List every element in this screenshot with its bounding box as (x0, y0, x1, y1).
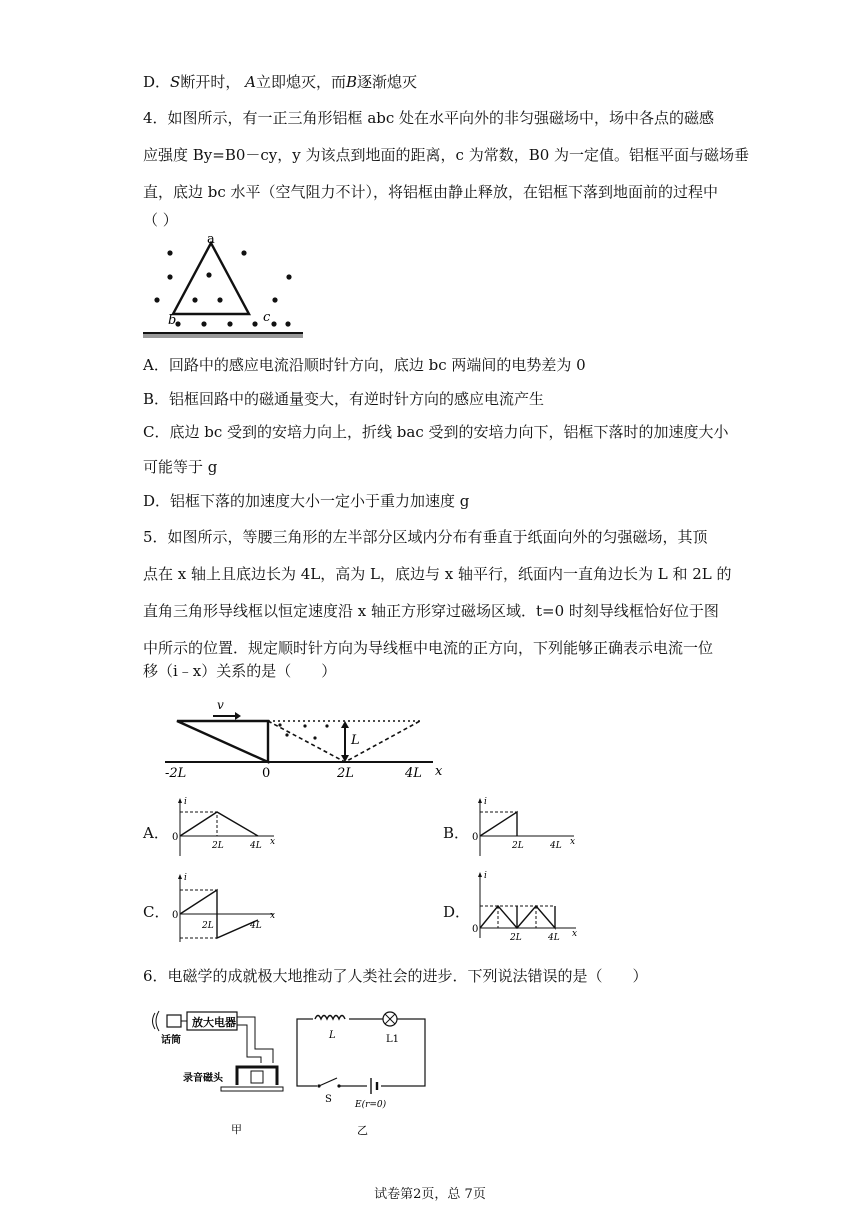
label-b: b (168, 313, 177, 328)
svg-text:L1: L1 (386, 1034, 400, 1045)
q6-stem-line1: 6．电磁学的成就极大地推动了人类社会的进步．下列说法错误的是（ ） (143, 967, 648, 985)
svg-text:4L: 4L (250, 921, 262, 931)
svg-text:x: x (270, 911, 276, 921)
svg-text:i: i (484, 797, 487, 807)
q5-option-d-label: D． (443, 903, 471, 921)
q4-stem-line4: （ ） (143, 211, 178, 229)
svg-text:话筒: 话筒 (161, 1035, 181, 1046)
svg-text:E(r=0): E(r=0) (355, 1100, 387, 1110)
label-a: a (207, 232, 215, 247)
aluminum-frame-abc (173, 243, 249, 314)
q4-stem-line3: 直，底边 bc 水平（空气阻力不计），将铝框由静止释放，在铝框下落到地面前的过程中 (143, 183, 719, 201)
svg-text:4L: 4L (250, 841, 262, 851)
q5-option-a-label: A． (143, 824, 169, 842)
svg-text:4L: 4L (405, 766, 422, 781)
q5-option-c-label: C． (143, 903, 170, 921)
q4-triangle-figure (143, 232, 303, 340)
q5-setup-figure (165, 695, 455, 780)
q4-stem-line2: 应强度 By=B0－cy，y 为该点到地面的距离，c 为常数，B0 为一定值。铝框平面与磁场垂 (143, 146, 750, 164)
svg-text:录音磁头: 录音磁头 (183, 1073, 223, 1084)
svg-text:乙: 乙 (357, 1124, 368, 1137)
svg-text:2L: 2L (510, 933, 522, 943)
q6-figure-jia (145, 1005, 295, 1140)
q5-stem-line2: 点在 x 轴上且底边长为 4L，高为 L，底边与 x 轴平行，纸面内一直角边长为 L 和 2L 的 (143, 565, 732, 583)
svg-text:2L: 2L (212, 841, 224, 851)
svg-text:2L: 2L (202, 921, 214, 931)
q4-option-c-line1: C．底边 bc 受到的安培力向上，折线 bac 受到的安培力向下，铝框下落时的加速度大小 (143, 423, 729, 441)
svg-text:v: v (217, 698, 224, 712)
wire-frame (177, 721, 268, 762)
q4-option-c-line2: 可能等于 g (143, 458, 218, 476)
svg-text:2L: 2L (337, 766, 354, 781)
svg-text:x: x (435, 764, 443, 779)
q5-stem-line4: 中所示的位置．规定顺时针方向为导线框中电流的正方向，下列能够正确表示电流一位 (143, 639, 714, 657)
label-c: c (263, 310, 271, 325)
q4-option-d: D．铝框下落的加速度大小一定小于重力加速度 g (143, 492, 470, 510)
q4-option-b: B．铝框回路中的磁通量变大，有逆时针方向的感应电流产生 (143, 390, 545, 408)
svg-text:i: i (184, 797, 187, 807)
q4-option-a: A．回路中的感应电流沿顺时针方向，底边 bc 两端间的电势差为 0 (143, 356, 586, 374)
q4-stem-line1: 4．如图所示，有一正三角形铝框 abc 处在水平向外的非匀强磁场中，场中各点的磁感 (143, 109, 715, 127)
svg-text:S: S (325, 1094, 332, 1105)
svg-text:L: L (329, 1030, 336, 1041)
svg-text:0: 0 (172, 910, 179, 921)
svg-text:-2L: -2L (165, 766, 187, 781)
q5-graph-c (170, 872, 280, 944)
svg-text:甲: 甲 (231, 1123, 242, 1136)
q5-graph-d (470, 870, 582, 942)
svg-text:i: i (484, 871, 487, 881)
q5-stem-line3: 直角三角形导线框以恒定速度沿 x 轴正方形穿过磁场区域．t=0 时刻导线框恰好位于图 (143, 602, 719, 620)
svg-text:i: i (184, 873, 187, 883)
svg-text:0: 0 (262, 766, 271, 781)
q3-option-d: D．S断开时， A立即熄灭，而B逐渐熄灭 (143, 73, 418, 91)
svg-text:4L: 4L (548, 933, 560, 943)
page-footer: 试卷第2页，总 7页 (374, 1187, 486, 1202)
q6-figure-yi (295, 1012, 435, 1137)
q5-stem-line1: 5．如图所示，等腰三角形的左半部分区域内分布有垂直于纸面向外的匀强磁场，其顶 (143, 528, 708, 546)
svg-text:放大电器: 放大电器 (192, 1016, 236, 1029)
q5-graph-a (170, 796, 280, 858)
svg-text:x: x (270, 837, 276, 847)
q5-stem-line5: 移（i﹣x）关系的是（ ） (143, 662, 337, 680)
svg-text:0: 0 (472, 924, 479, 935)
svg-text:2L: 2L (512, 841, 524, 851)
svg-text:L: L (351, 733, 360, 748)
svg-text:4L: 4L (550, 841, 562, 851)
q5-graph-b (470, 796, 580, 858)
q5-option-b-label: B． (443, 824, 470, 842)
svg-text:0: 0 (472, 832, 479, 843)
svg-text:x: x (572, 929, 578, 939)
svg-text:0: 0 (172, 832, 179, 843)
svg-text:x: x (570, 837, 576, 847)
